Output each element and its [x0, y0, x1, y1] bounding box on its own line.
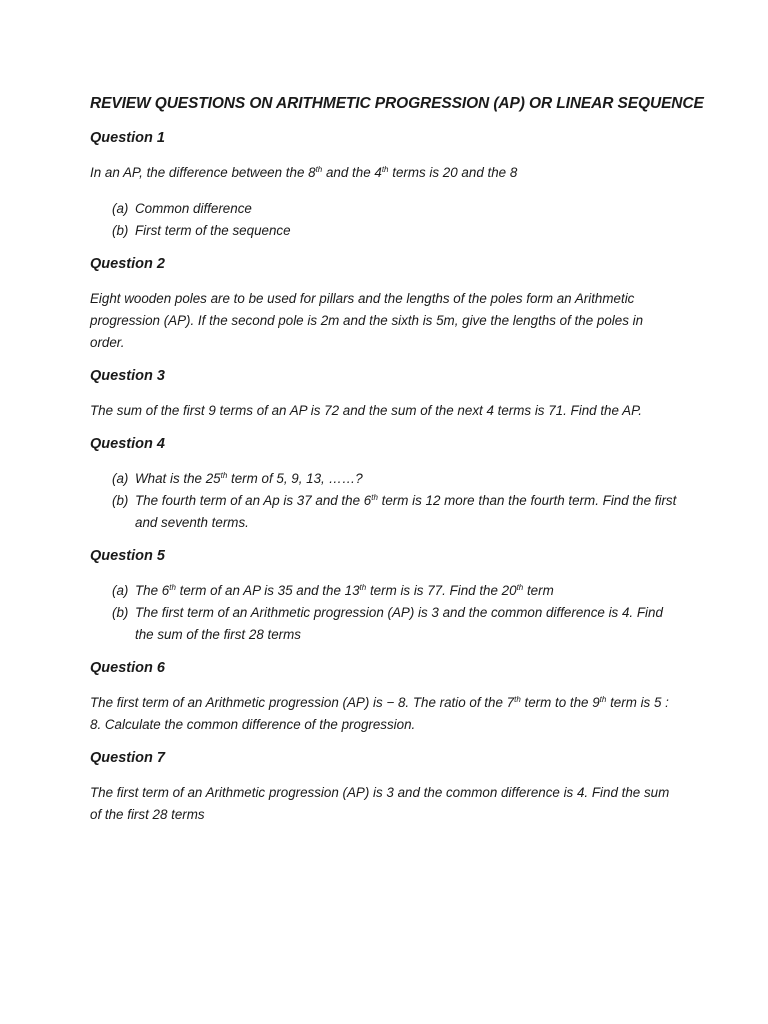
- list-item: (b) The first term of an Arithmetic progression (AP) is 3 and the common difference is 4. Find the sum of the first 28 terms: [112, 605, 663, 642]
- question-4-parts: [90, 468, 678, 534]
- question-1-heading: Question 1: [90, 130, 165, 146]
- question-2-heading: Question 2: [90, 256, 165, 272]
- question-4-heading: Question 4: [90, 436, 165, 452]
- question-6-text: The first term of an Arithmetic progression (AP) is − 8. The ratio of the 7th term to the 9th term is 5 : 8. Calculate the common difference of the progression.: [90, 695, 669, 732]
- question-7-text: The first term of an Arithmetic progression (AP) is 3 and the common difference is 4. Find the sum of the first 28 terms: [90, 785, 670, 822]
- list-item: (b) The fourth term of an Ap is 37 and the 6th term is 12 more than the fourth term. Find the first and seventh terms.: [112, 493, 677, 530]
- question-3-heading: Question 3: [90, 368, 165, 384]
- list-item: (a) Common difference: [112, 201, 252, 216]
- question-5-heading: Question 5: [90, 548, 165, 564]
- question-3-text: The sum of the first 9 terms of an AP is 72 and the sum of the next 4 terms is 71. Find the AP.: [90, 403, 643, 418]
- list-item: (a) The 6th term of an AP is 35 and the 13th term is is 77. Find the 20th term: [112, 583, 554, 598]
- list-item: (b) First term of the sequence: [112, 223, 291, 238]
- question-6-heading: Question 6: [90, 660, 165, 676]
- question-1-text: In an AP, the difference between the 8th and the 4th terms is 20 and the 8: [90, 165, 518, 180]
- question-5-parts: [90, 580, 678, 646]
- question-2-text: Eight wooden poles are to be used for pillars and the lengths of the poles form an Arithmetic progression (AP). If the second pole is 2m and the sixth is 5m, give the lengths of the poles in order.: [90, 291, 644, 350]
- question-1-parts: [90, 198, 678, 242]
- page-title: REVIEW QUESTIONS ON ARITHMETIC PROGRESSION (AP) OR LINEAR SEQUENCE: [90, 95, 704, 112]
- list-item: (a) What is the 25th term of 5, 9, 13, ……?: [112, 471, 363, 486]
- question-7-heading: Question 7: [90, 750, 165, 766]
